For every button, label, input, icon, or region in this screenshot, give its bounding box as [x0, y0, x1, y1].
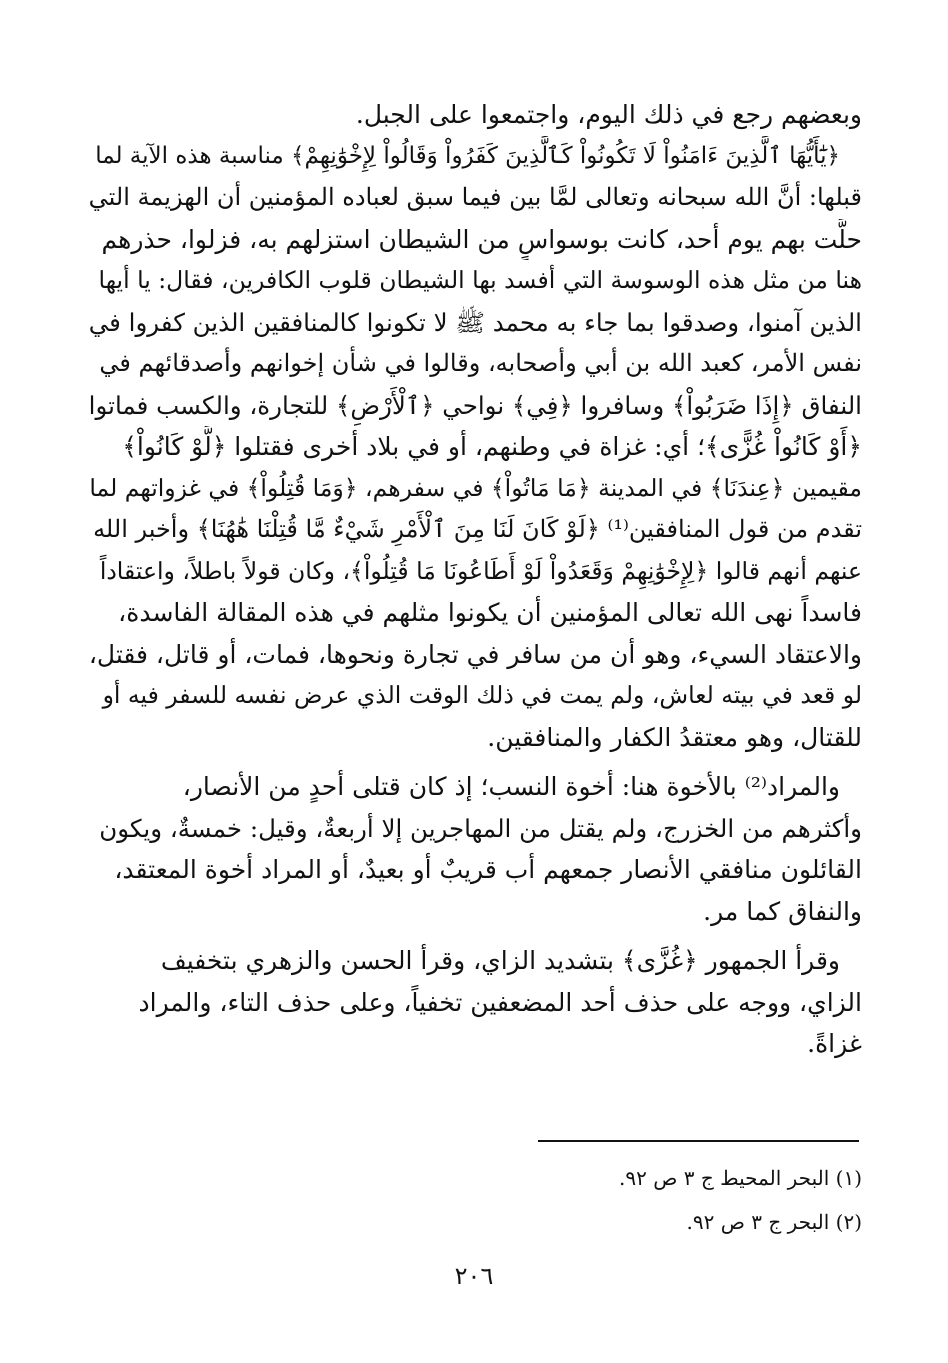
- paragraph-3: [88, 766, 862, 932]
- page-number: ٢٠٦: [454, 1262, 494, 1290]
- text-line: مقيمين ﴿عِندَنَا﴾ في المدينة ﴿مَا مَاتُواْ﴾ في سفرهم، ﴿وَمَا قُتِلُواْ﴾ في غزواتهم لما: [89, 473, 862, 502]
- text-line: هنا من مثل هذه الوسوسة التي أفسد بها الشيطان قلوب الكافرين، فقال: يا أيها: [98, 266, 862, 294]
- text-line: ﴿يَٰٓأَيُّهَا ٱلَّذِينَ ءَامَنُواْ لَا تَكُونُواْ كَٱلَّذِينَ كَفَرُواْ وَقَالُواْ لِإِخْوَٰنِهِمْ﴾ مناسبة هذه الآية لما: [95, 142, 840, 169]
- text-line: لو قعد في بيته لعاش، ولم يمت في ذلك الوقت الذي عرض نفسه للسفر فيه أو: [102, 681, 862, 709]
- footnote-text: البحر ج ٣ ص ٩٢.: [686, 1210, 830, 1234]
- text-line: والاعتقاد السيء، وهو أن من سافر في تجارة ونحوها، فمات، أو قاتل، فقتل،: [88, 639, 862, 669]
- footnote-separator: [538, 1140, 859, 1142]
- footnote-2: [88, 1200, 862, 1244]
- paragraph-1: [88, 94, 862, 136]
- footnotes: [88, 1156, 862, 1244]
- text-line: غزاةً.: [807, 1029, 862, 1058]
- text-line: وأكثرهم من الخزرج، ولم يقتل من المهاجرين إلا أربعةٌ، وقيل: خمسةٌ، ويكون: [99, 813, 862, 843]
- text-line: فاسداً نهى الله تعالى المؤمنين أن يكونوا مثلهم في هذه المقالة الفاسدة،: [118, 598, 862, 627]
- text-line: نفس الأمر، كعبد الله بن أبي وأصحابه، وقالوا في شأن إخوانهم وأصدقائهم في: [99, 349, 862, 377]
- text-line: قبلها: أنَّ الله سبحانه وتعالى لمَّا بين فيما سبق لعباده المؤمنين أن الهزيمة التي: [88, 183, 862, 211]
- text-line: عنهم أنهم قالوا ﴿لِإِخْوَٰنِهِمْ وَقَعَدُواْ لَوْ أَطَاعُونَا مَا قُتِلُواْ﴾، وكان قولاً باطلاً، واعتقاداً: [99, 556, 862, 585]
- text-line: والنفاق كما مر.: [703, 896, 862, 926]
- text-line: وقرأ الجمهور ﴿غُزَّى﴾ بتشديد الزاي، وقرأ الحسن والزهري بتخفيف: [160, 946, 840, 975]
- text-line: وبعضهم رجع في ذلك اليوم، واجتمعوا على الجبل.: [355, 100, 862, 129]
- text-line: والمراد⁽²⁾ بالأخوة هنا: أخوة النسب؛ إذ كان قتلى أحدٍ من الأنصار،: [182, 772, 840, 801]
- text-line: تقدم من قول المنافقين⁽¹⁾ ﴿لَوْ كَانَ لَنَا مِنَ ٱلْأَمْرِ شَيْءٌ مَّا قُتِلْنَا هَٰهُنَا﴾ وأخبر الله: [93, 515, 862, 543]
- text-line: النفاق ﴿إِذَا ضَرَبُواْ﴾ وسافروا ﴿فِي﴾ نواحي ﴿ٱلْأَرْضِ﴾ للتجارة، والكسب فماتوا: [88, 390, 862, 420]
- paragraph-2: [88, 136, 862, 759]
- text-line: حلَّت بهم يوم أحد، كانت بوسواسٍ من الشيطان استزلهم به، فزلوا، حذرهم: [101, 224, 862, 254]
- text-line: الذين آمنوا، وصدقوا بما جاء به محمد ﷺ لا تكونوا كالمنافقين الذين كفروا في: [88, 307, 862, 337]
- text-line: الزاي، ووجه على حذف أحد المضعفين تخفياً، وعلى حذف التاء، والمراد: [138, 987, 862, 1017]
- footnote-marker: (١): [835, 1166, 862, 1190]
- footnote-1: [88, 1156, 862, 1200]
- text-line: ﴿أَوْ كَانُواْ غُزًّى﴾؛ أي: غزاة في وطنهم، أو في بلاد أخرى فقتلوا ﴿لَّوْ كَانُواْ﴾: [122, 432, 862, 461]
- footnote-text: البحر المحيط ج ٣ ص ٩٢.: [619, 1166, 830, 1190]
- paragraph-4: [88, 940, 862, 1065]
- page-body: [88, 86, 862, 1065]
- footnote-marker: (٢): [835, 1210, 862, 1234]
- text-line: للقتال، وهو معتقدُ الكفار والمنافقين.: [487, 722, 862, 752]
- text-line: القائلون منافقي الأنصار جمعهم أب قريبٌ أو بعيدٌ، أو المراد أخوة المعتقد،: [114, 855, 862, 884]
